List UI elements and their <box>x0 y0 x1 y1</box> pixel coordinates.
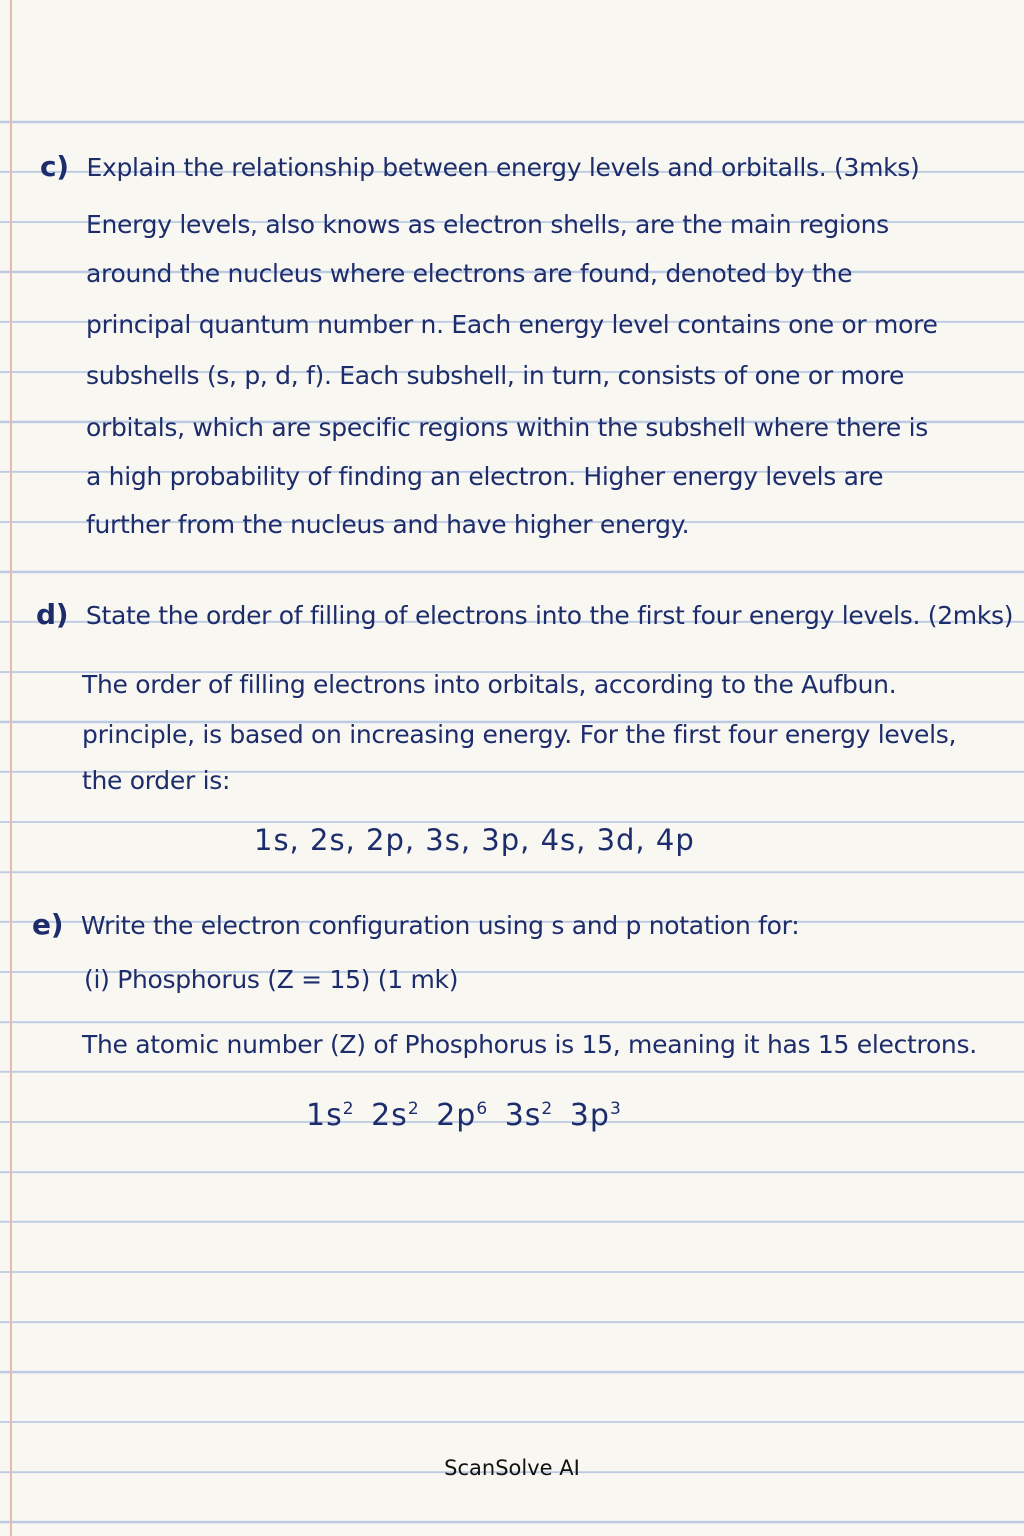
config-term: $3s^2$ <box>504 1098 554 1133</box>
answer-d-line-3: the order is: <box>82 766 231 795</box>
question-e-label: e) <box>32 908 64 941</box>
config-term: $3p^3$ <box>569 1098 622 1133</box>
question-c <box>40 150 919 183</box>
question-e <box>32 908 799 941</box>
answer-c-line-7: further from the nucleus and have higher energy. <box>86 510 690 539</box>
question-d-label: d) <box>36 598 69 631</box>
config-term: $2s^2$ <box>371 1098 420 1133</box>
answer-c-line-4: subshells (s, p, d, f). Each subshell, in turn, consists of one or more <box>86 361 905 390</box>
page-top-margin <box>0 0 1024 120</box>
answer-d-line-1: The order of filling electrons into orbitals, according to the Aufbun. <box>82 670 897 699</box>
question-c-label: c) <box>40 150 69 183</box>
question-e-part-i: (i) Phosphorus (Z = 15) (1 mk) <box>84 965 459 994</box>
answer-c-line-1: Energy levels, also knows as electron shells, are the main regions <box>86 210 889 239</box>
question-c-text: Explain the relationship between energy levels and orbitalls. (3mks) <box>86 153 920 182</box>
margin-line <box>10 0 12 1536</box>
footer-watermark: ScanSolve AI <box>444 1456 580 1480</box>
config-term: $1s^2$ <box>306 1098 355 1133</box>
answer-c-line-3: principal quantum number n. Each energy level contains one or more <box>86 310 938 339</box>
electron-configuration <box>306 1098 628 1133</box>
answer-c-line-6: a high probability of finding an electron. Higher energy levels are <box>86 462 884 491</box>
config-term: $2p^6$ <box>436 1098 489 1133</box>
answer-d-line-2: principle, is based on increasing energy. For the first four energy levels, <box>82 720 957 749</box>
answer-c-line-5: orbitals, which are specific regions within the subshell where there is <box>86 413 929 442</box>
answer-c-line-2: around the nucleus where electrons are found, denoted by the <box>86 259 853 288</box>
answer-e: The atomic number (Z) of Phosphorus is 15, meaning it has 15 electrons. <box>82 1030 977 1059</box>
filling-order: 1s, 2s, 2p, 3s, 3p, 4s, 3d, 4p <box>254 823 695 857</box>
question-d-text: State the order of filling of electrons into the first four energy levels. (2mks) <box>85 601 1014 630</box>
question-e-text: Write the electron configuration using s and p notation for: <box>80 911 800 940</box>
question-d <box>36 598 1013 631</box>
